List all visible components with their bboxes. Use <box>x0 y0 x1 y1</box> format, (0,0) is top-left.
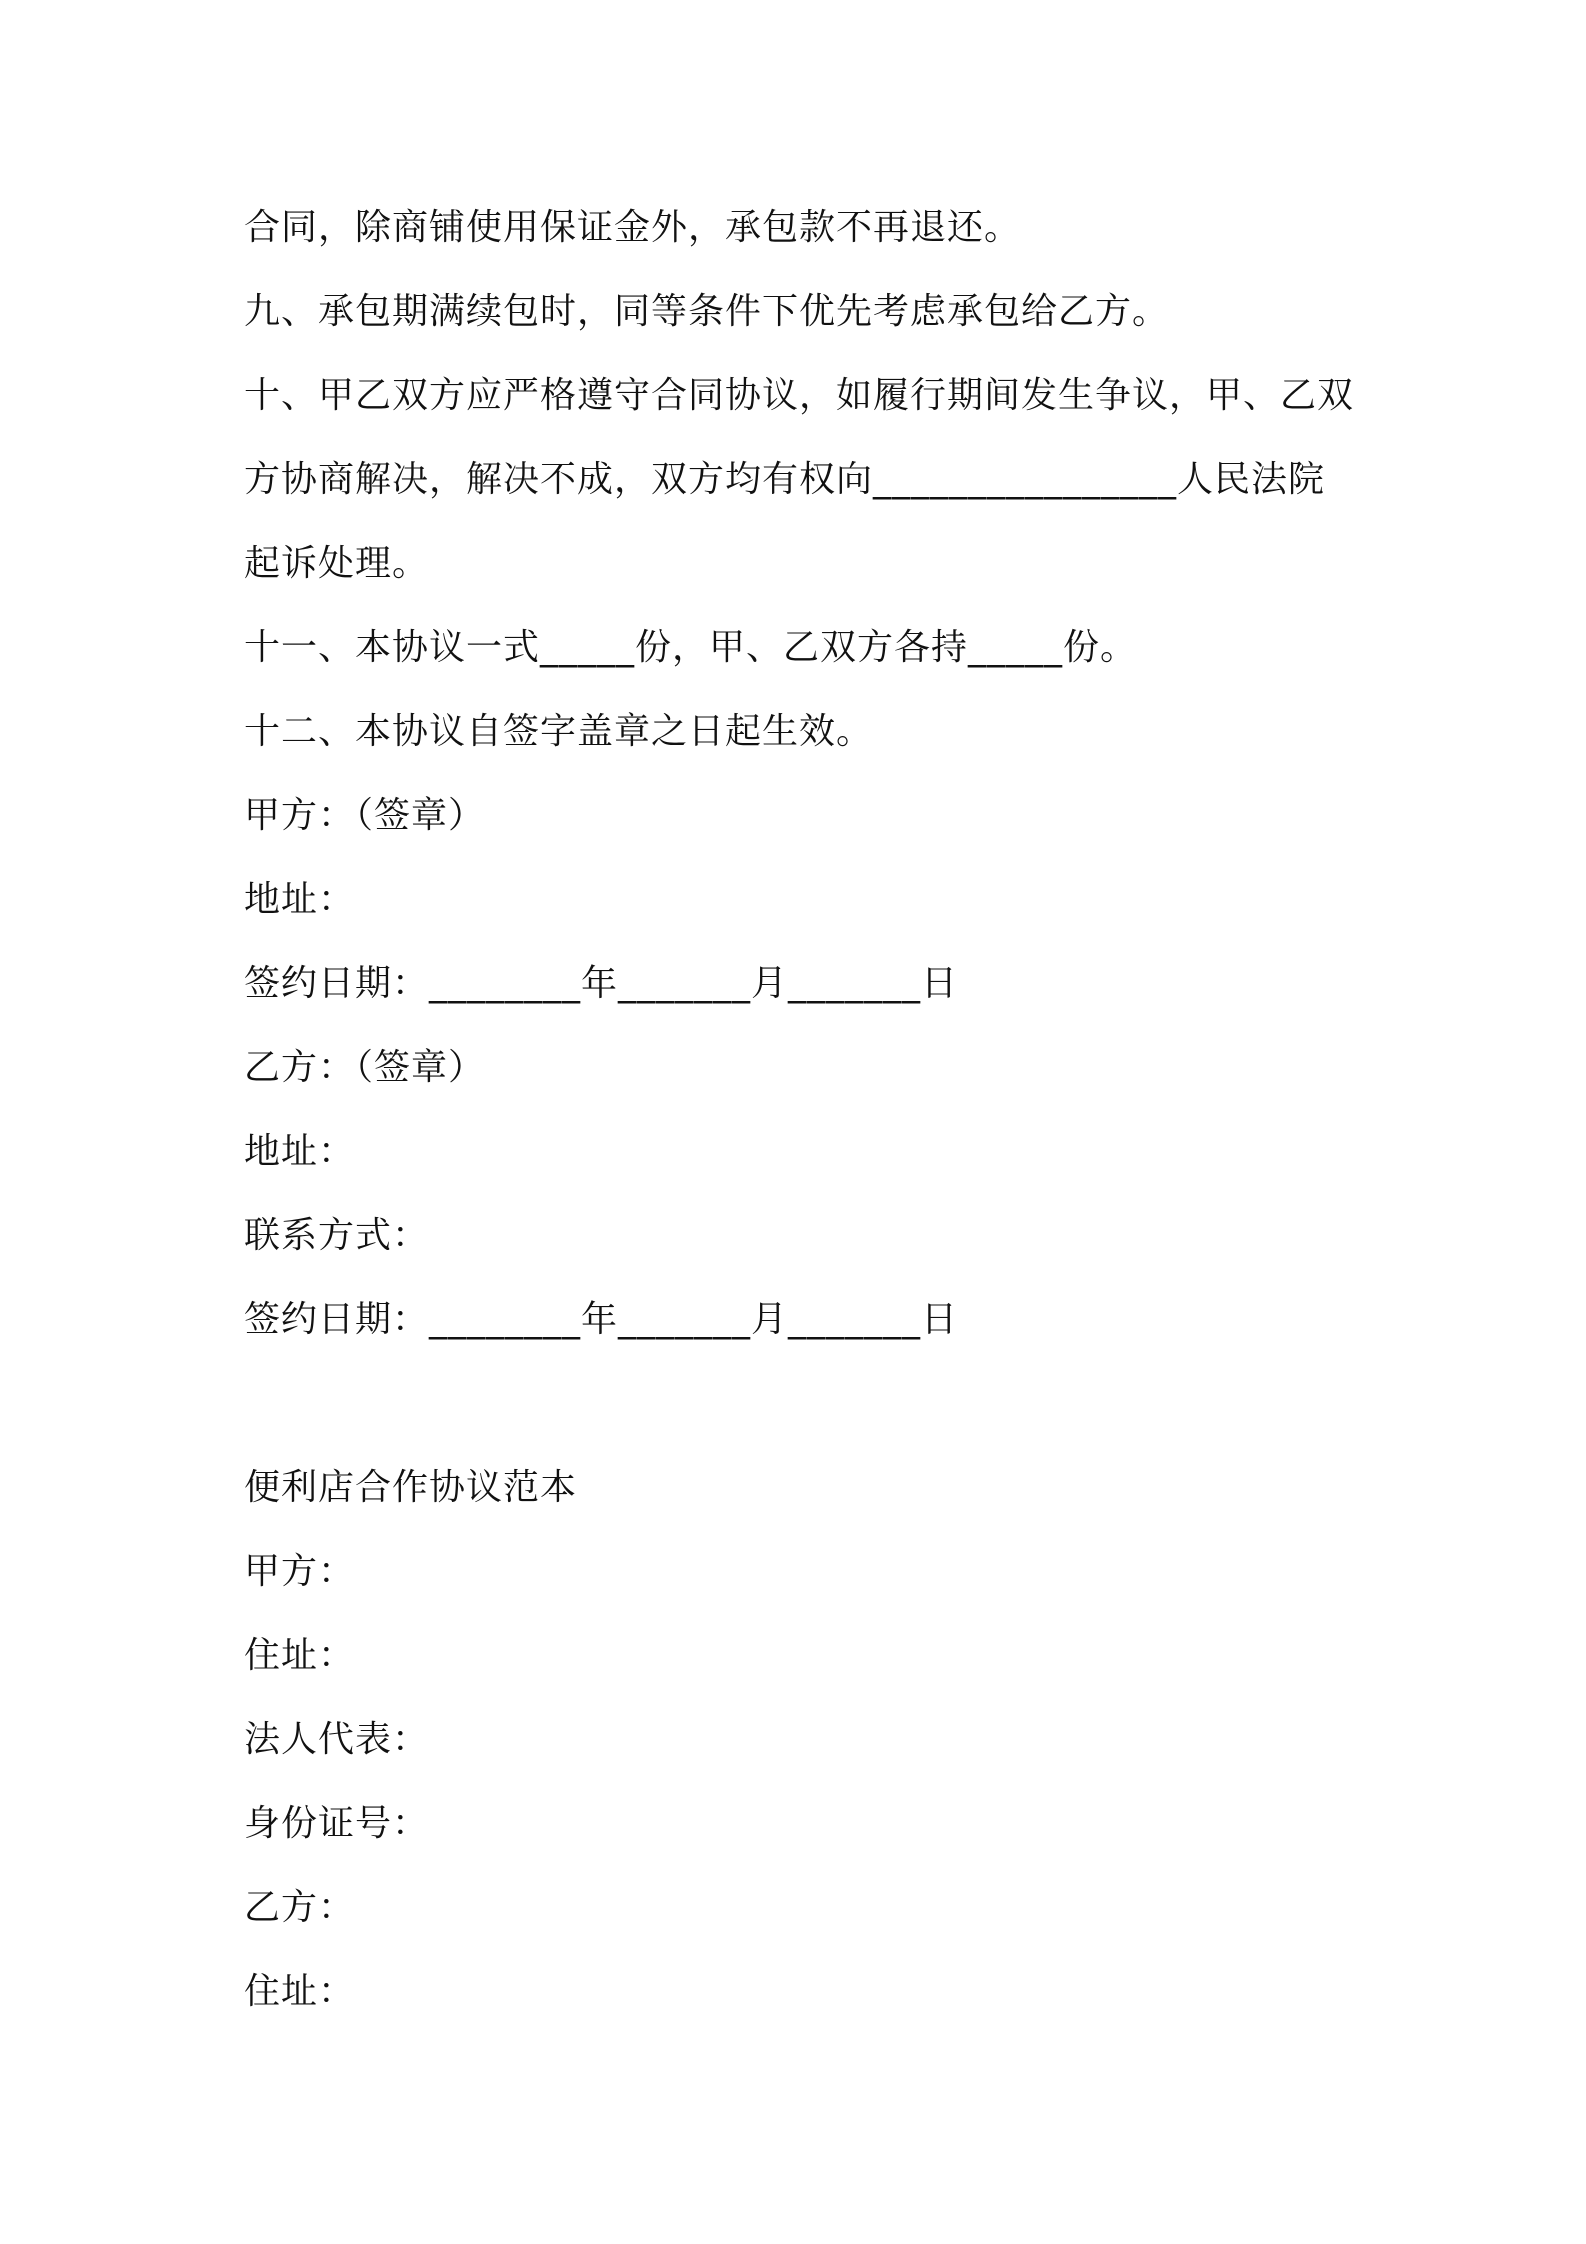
party-a-sign-date: 签约日期：________年_______月_______日 <box>244 963 959 1004</box>
clause-12: 十二、本协议自签字盖章之日起生效。 <box>244 711 874 752</box>
clause-9: 九、承包期满续包时，同等条件下优先考虑承包给乙方。 <box>244 291 1170 332</box>
party-a-signature: 甲方：（签章） <box>244 795 486 836</box>
clause-11: 十一、本协议一式_____份，甲、乙双方各持_____份。 <box>244 627 1138 668</box>
legal-representative: 法人代表： <box>244 1719 430 1760</box>
id-number: 身份证号： <box>244 1803 430 1844</box>
party-b-residence: 住址： <box>244 1971 356 2012</box>
party-b-contact: 联系方式： <box>244 1215 430 1256</box>
party-b-label: 乙方： <box>244 1887 356 1928</box>
clause-10-line-2: 方协商解决，解决不成，双方均有权向________________人民法院 <box>244 459 1326 500</box>
clause-10-line-1: 十、甲乙双方应严格遵守合同协议，如履行期间发生争议，甲、乙双 <box>244 375 1355 416</box>
party-a-residence: 住址： <box>244 1635 356 1676</box>
party-b-signature: 乙方：（签章） <box>244 1047 486 1088</box>
party-b-address: 地址： <box>244 1131 356 1172</box>
party-b-sign-date: 签约日期：________年_______月_______日 <box>244 1299 959 1340</box>
party-a-label: 甲方： <box>244 1551 356 1592</box>
clause-8-continuation: 合同，除商铺使用保证金外，承包款不再退还。 <box>244 207 1022 248</box>
section-title: 便利店合作协议范本 <box>244 1467 578 1508</box>
clause-10-line-3: 起诉处理。 <box>244 543 430 584</box>
party-a-address: 地址： <box>244 879 356 920</box>
